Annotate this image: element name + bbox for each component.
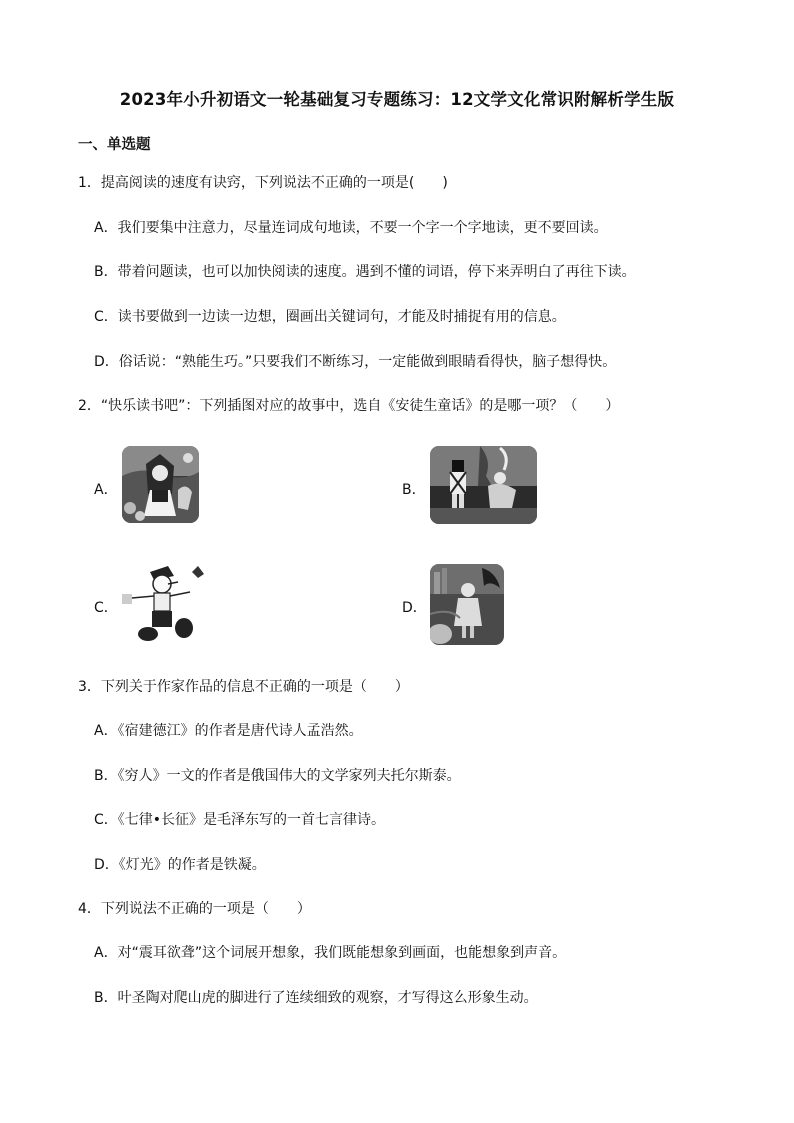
- question-1-option-a: A．我们要集中注意力，尽量连词成句地读，不要一个字一个字地读，更不要回读。: [94, 220, 608, 236]
- document-title: 2023年小升初语文一轮基础复习专题练习：12文学文化常识附解析学生版: [119, 90, 675, 109]
- question-4-option-b: B．叶圣陶对爬山虎的脚进行了连续细致的观察，才写得这么形象生动。: [94, 990, 538, 1006]
- question-2-option-b-label: B．: [402, 482, 426, 498]
- question-2-stem: 2．“快乐读书吧”：下列插图对应的故事中，选自《安徒生童话》的是哪一项？（ ）: [78, 398, 620, 414]
- question-2-option-d-label: D．: [402, 600, 427, 616]
- question-4-stem: 4．下列说法不正确的一项是（ ）: [78, 901, 311, 917]
- question-3-option-c: C．《七律•长征》是毛泽东写的一首七言律诗。: [94, 812, 386, 828]
- question-1-option-b: B．带着问题读，也可以加快阅读的速度。遇到不懂的词语，停下来弄明白了再往下读。: [94, 264, 636, 280]
- question-1-stem: 1．提高阅读的速度有诀窍，下列说法不正确的一项是( ): [78, 175, 448, 191]
- question-2-option-a-label: A．: [94, 482, 118, 498]
- question-3-option-b: B．《穷人》一文的作者是俄国伟大的文学家列夫托尔斯泰。: [94, 768, 461, 784]
- fairy-tale-illustration: [430, 564, 504, 645]
- tin-soldier-illustration: [430, 446, 537, 524]
- question-3-stem: 3．下列关于作家作品的信息不正确的一项是（ ）: [78, 679, 409, 695]
- question-4-option-a: A．对“震耳欲聋”这个词展开想象，我们既能想象到画面，也能想象到声音。: [94, 945, 567, 961]
- question-3-option-a: A．《宿建德江》的作者是唐代诗人孟浩然。: [94, 723, 363, 739]
- question-1-option-c: C．读书要做到一边读一边想，圈画出关键词句，才能及时捕捉有用的信息。: [94, 309, 566, 325]
- question-1-option-d: D．俗话说：“熟能生巧。”只要我们不断练习，一定能做到眼睛看得快，脑子想得快。: [94, 354, 617, 370]
- question-2-option-c-label: C．: [94, 600, 118, 616]
- pinocchio-illustration: [118, 562, 210, 644]
- section-heading: 一、单选题: [78, 137, 151, 153]
- question-3-option-d: D．《灯光》的作者是铁凝。: [94, 857, 266, 873]
- red-riding-hood-illustration: [122, 446, 199, 523]
